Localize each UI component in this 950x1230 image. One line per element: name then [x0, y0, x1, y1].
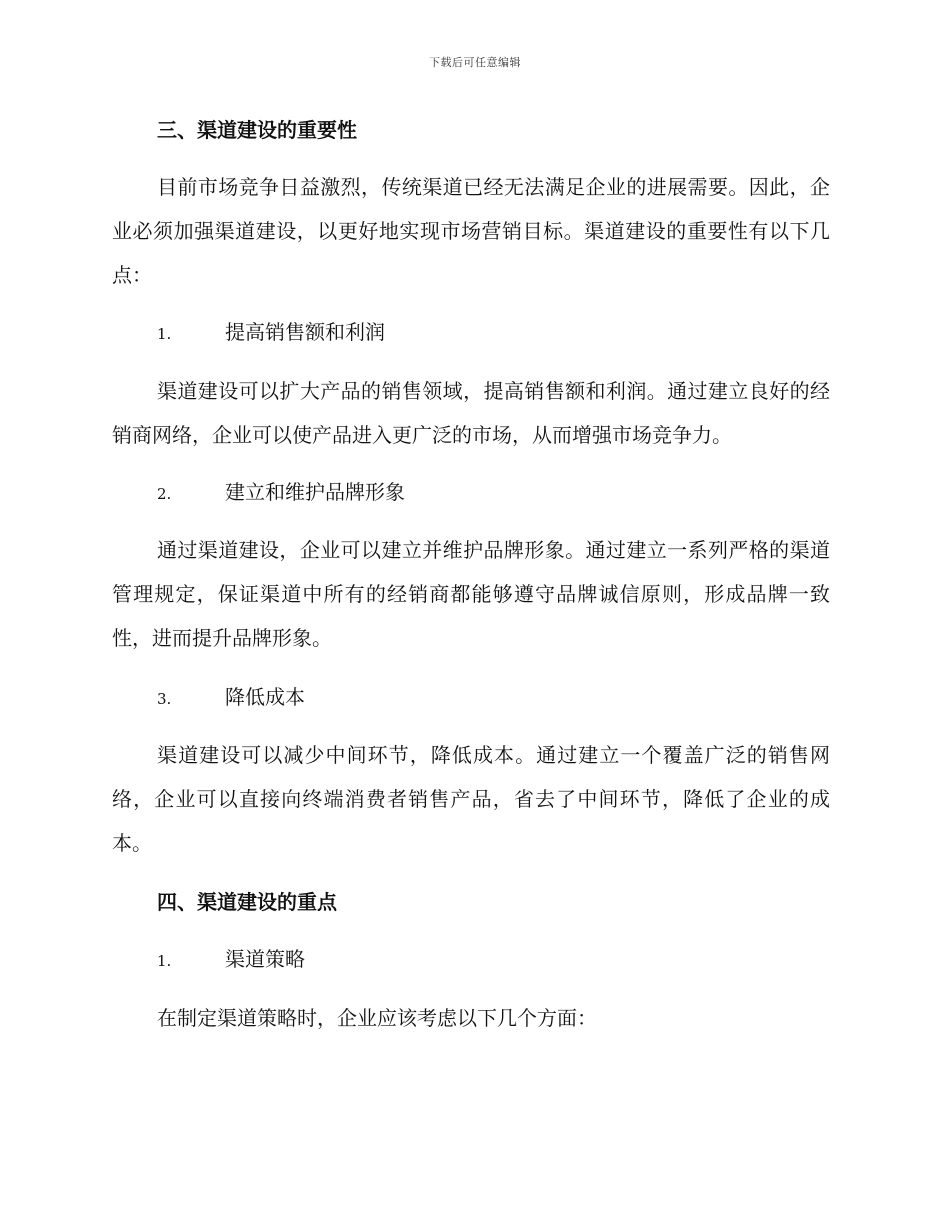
list-number: 1. — [157, 952, 172, 970]
list-item-3-1 — [157, 317, 385, 349]
list-number: 2. — [157, 485, 172, 503]
list-item-3-2 — [157, 477, 405, 509]
section-heading-4: 四、渠道建设的重点 — [157, 890, 337, 914]
section-heading-3: 三、渠道建设的重要性 — [157, 118, 357, 142]
list-item-4-1 — [157, 944, 305, 976]
list-number: 1. — [157, 325, 172, 343]
page-header: 下载后可任意编辑 — [429, 56, 521, 69]
list-item-3-3 — [157, 682, 305, 714]
list-item-title: 渠道策略 — [225, 947, 305, 971]
list-number: 3. — [157, 690, 172, 708]
list-item-title: 降低成本 — [225, 685, 305, 709]
list-item-3-1-text: 渠道建设可以扩大产品的销售领域，提高销售额和利润。通过建立良好的经销商网络，企业可以使产品进入更广泛的市场，从而增强市场竞争力。 — [112, 379, 830, 447]
list-item-3-2-text: 通过渠道建设，企业可以建立并维护品牌形象。通过建立一系列严格的渠道管理规定，保证渠道中所有的经销商都能够遵守品牌诚信原则，形成品牌一致性，进而提升品牌形象。 — [112, 538, 830, 650]
list-item-title: 提高销售额和利润 — [225, 320, 385, 344]
section-3-intro: 目前市场竞争日益激烈，传统渠道已经无法满足企业的进展需要。因此，企业必须加强渠道建设，以更好地实现市场营销目标。渠道建设的重要性有以下几点： — [112, 175, 830, 287]
list-item-title: 建立和维护品牌形象 — [225, 480, 405, 504]
list-item-4-1-text: 在制定渠道策略时，企业应该考虑以下几个方面： — [157, 1006, 597, 1030]
list-item-3-3-text: 渠道建设可以减少中间环节，降低成本。通过建立一个覆盖广泛的销售网络，企业可以直接向终端消费者销售产品，省去了中间环节，降低了企业的成本。 — [112, 743, 830, 855]
